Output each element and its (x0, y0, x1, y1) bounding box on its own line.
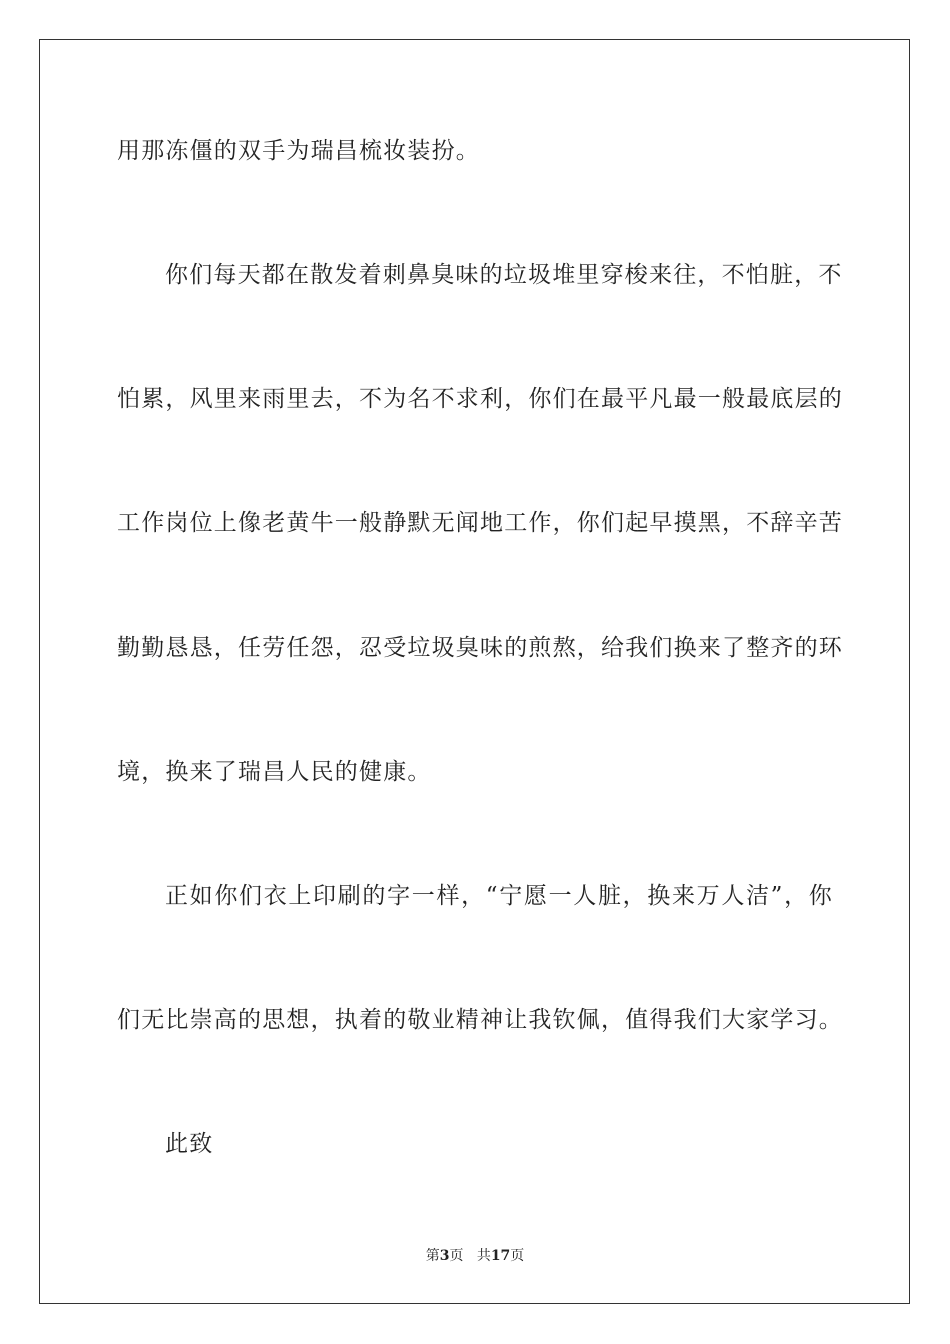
text-line-closing: 此致 (165, 1131, 214, 1157)
footer-page-number: 3 (439, 1248, 450, 1264)
footer-page-suffix: 页 (449, 1248, 464, 1264)
text-line-3: 怕累，风里来雨里去，不为名不求利，你们在最平凡最一般最底层的 (117, 386, 843, 412)
footer-total-suffix: 页 (510, 1248, 525, 1264)
footer-total-prefix: 共 (476, 1248, 491, 1264)
footer-total-pages: 17 (490, 1248, 511, 1264)
text-line-8: 们无比崇高的思想，执着的敬业精神让我钦佩，值得我们大家学习。 (117, 1007, 843, 1033)
page-footer (0, 1246, 950, 1266)
text-line-7: 正如你们衣上印刷的字一样，“宁愿一人脏，换来万人洁”，你 (165, 883, 833, 909)
text-line-1: 用那冻僵的双手为瑞昌梳妆装扮。 (117, 138, 480, 164)
page-border (39, 39, 910, 1304)
text-line-2: 你们每天都在散发着刺鼻臭味的垃圾堆里穿梭来往，不怕脏，不 (165, 262, 843, 288)
text-line-6: 境，换来了瑞昌人民的健康。 (117, 759, 432, 785)
text-line-5: 勤勤恳恳，任劳任怨，忍受垃圾臭味的煎熬，给我们换来了整齐的环 (117, 635, 843, 661)
text-line-4: 工作岗位上像老黄牛一般静默无闻地工作，你们起早摸黑，不辞辛苦 (117, 510, 843, 536)
footer-page-prefix: 第 (425, 1248, 440, 1264)
